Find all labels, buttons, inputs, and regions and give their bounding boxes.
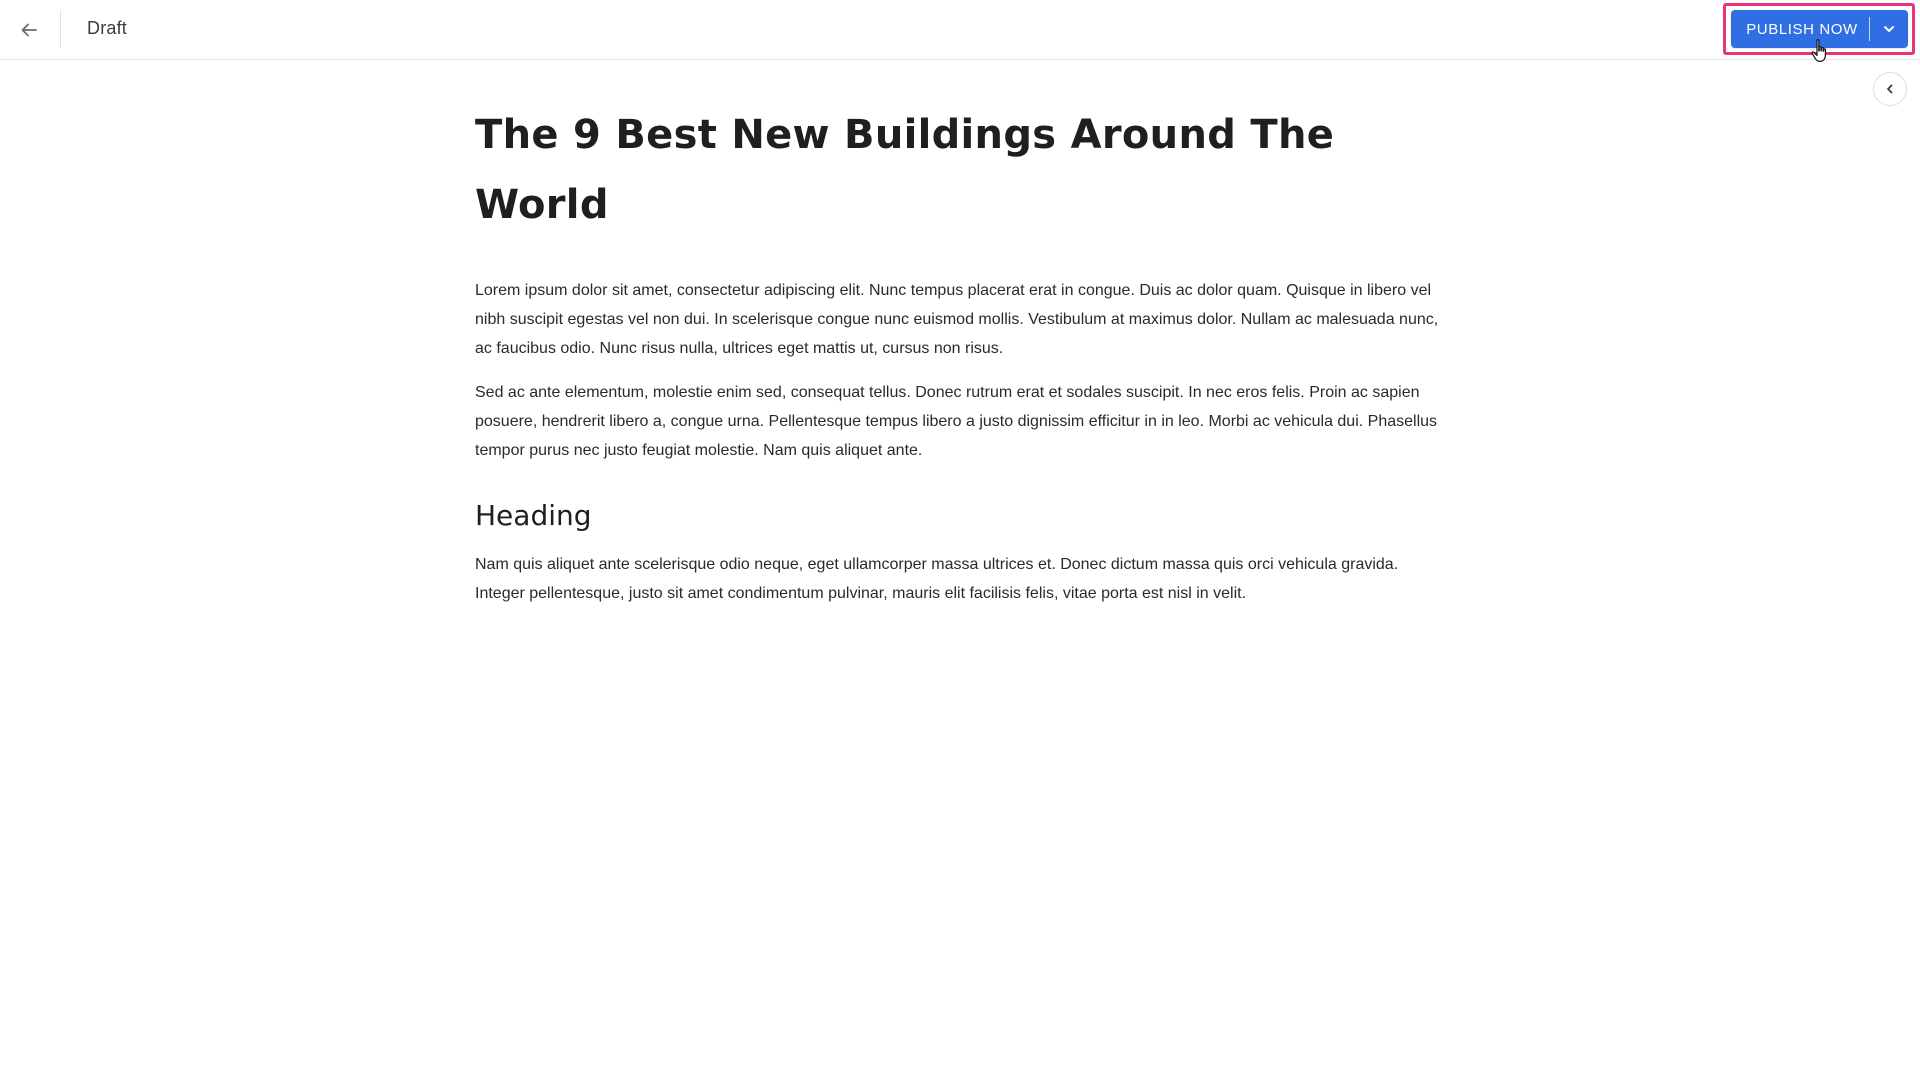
article-paragraph[interactable]: Nam quis aliquet ante scelerisque odio neque, eget ullamcorper massa ultrices et. Donec dictum massa quis orci vehicula gravida. Integer pellentesque, justo sit amet condimentum pulvinar, mauris elit facilisis felis, vitae porta est nisl in velit. — [475, 556, 1399, 602]
section-heading[interactable]: Heading — [475, 499, 592, 532]
header-divider — [60, 10, 61, 48]
article-paragraph[interactable]: Lorem ipsum dolor sit amet, consectetur adipiscing elit. Nunc tempus placerat erat in congue. Duis ac dolor quam. Quisque in libero vel nibh suscipit egestas vel non dui. In scelerisque congue nunc euismod mollis. Vestibulum at maximus dolor. Nullam ac malesuada nunc, ac faucibus odio. Nunc risus nulla, ultrices eget mattis ut, cursus non risus. — [475, 282, 1439, 357]
publish-dropdown-button[interactable] — [1870, 10, 1908, 48]
article-paragraph[interactable]: Sed ac ante elementum, molestie enim sed, consequat tellus. Donec rutrum erat et sodales suscipit. In nec eros felis. Proin ac sapien posuere, hendrerit libero a, congue urna. Pellentesque tempus libero a justo dignissim efficitur in in leo. Morbi ac vehicula dui. Phasellus tempor purus nec justo feugiat molestie. Nam quis aliquet ante. — [475, 384, 1438, 459]
sidebar-toggle-button[interactable] — [1873, 72, 1907, 106]
chevron-left-icon — [1884, 83, 1896, 95]
status-label: Draft — [87, 18, 128, 38]
publish-now-button[interactable]: PUBLISH NOW — [1746, 20, 1858, 38]
back-button[interactable] — [14, 15, 44, 45]
publish-button-group — [1731, 10, 1908, 48]
top-bar — [0, 0, 1920, 60]
article-editor[interactable] — [475, 100, 1445, 608]
article-title[interactable]: The 9 Best New Buildings Around The World — [475, 112, 1335, 228]
arrow-left-icon — [20, 21, 38, 39]
chevron-down-icon — [1882, 22, 1896, 36]
